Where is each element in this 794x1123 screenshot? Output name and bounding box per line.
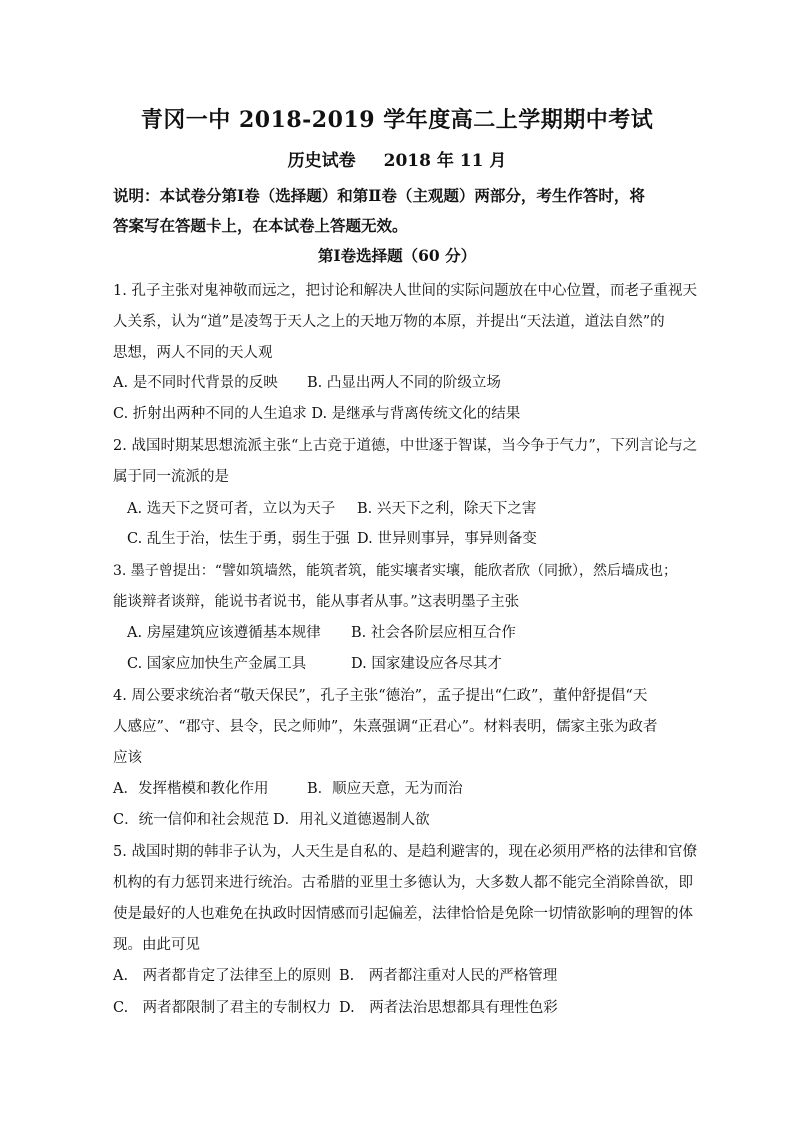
question-1-stem-line: 人关系，认为“道”是凌驾于天人之上的天地万物的本原，并提出“天法道，道法自然”的: [113, 314, 665, 330]
question-5-option-a[interactable]: A. 两者都肯定了法律至上的原则: [113, 968, 332, 984]
question-5-stem-line: 使是最好的人也难免在执政时因情感而引起偏差，法律恰恰是免除一切情欲影响的理智的体: [113, 906, 693, 922]
question-4-stem-line: 人感应”、“郡守、县令，民之师帅”，朱熹强调“正君心”。材料表明，儒家主张为政者: [113, 719, 658, 735]
question-2-options-row: [127, 529, 537, 549]
instructions: [113, 181, 688, 241]
question-3-options-row: [127, 654, 502, 674]
question-1-options-row: [113, 404, 520, 424]
question-5-option-b[interactable]: B. 两者都注重对人民的严格管理: [339, 968, 558, 984]
question-2-options-row: [127, 499, 536, 519]
exam-date: 2018 年 11 月: [383, 151, 507, 171]
question-5-stem-line: 现。由此可见: [113, 937, 200, 953]
question-4-option-d[interactable]: D．用礼义道德遏制人欲: [273, 812, 430, 828]
question-4-option-c[interactable]: C．统一信仰和社会规范: [113, 812, 270, 828]
question-5-stem-line: 机构的有力惩罚来进行统治。古希腊的亚里士多德认为，大多数人都不能完全消除兽欲，即: [113, 875, 693, 891]
question-3-stem-line: 能谈辩者谈辩，能说书者说书，能从事者从事。”这表明墨子主张: [113, 594, 520, 610]
question-5-options-row: [113, 966, 557, 986]
question-4-options-row: [113, 810, 430, 830]
question-2-stem-line: 属于同一流派的是: [113, 469, 229, 485]
question-1-stem-line: 1. 孔子主张对鬼神敬而远之，把讨论和解决人世间的实际问题放在中心位置，而老子重视天: [113, 283, 697, 299]
question-3-option-b[interactable]: B. 社会各阶层应相互合作: [351, 625, 516, 641]
question-1-options-row: [113, 373, 501, 393]
section-title: 第Ⅰ卷选择题（60 分）: [317, 246, 477, 265]
question-5-option-d[interactable]: D. 两者法治思想都具有理性色彩: [339, 1000, 558, 1016]
question-4-stem-line: 应该: [113, 750, 142, 766]
exam-title: 青冈一中 2018-2019 学年度高二上学期期中考试: [140, 107, 654, 133]
question-1-stem-line: 思想，两人不同的天人观: [113, 345, 273, 361]
question-5-stem-line: 5. 战国时期的韩非子认为，人天生是自私的、是趋利避害的，现在必须用严格的法律和官僚: [113, 844, 697, 860]
question-1-option-d[interactable]: D. 是继承与背离传统文化的结果: [311, 406, 521, 422]
question-5-options-row: [113, 998, 558, 1018]
instructions-line: 答案写在答题卡上，在本试卷上答题无效。: [113, 216, 408, 235]
question-5-option-c[interactable]: C. 两者都限制了君主的专制权力: [113, 1000, 332, 1016]
question-4-options-row: [113, 779, 463, 799]
question-4-stem-line: 4. 周公要求统治者“敬天保民”，孔子主张“德治”，孟子提出“仁政”，董仲舒提倡“天: [113, 688, 648, 704]
question-4-option-a[interactable]: A．发挥楷模和教化作用: [113, 781, 269, 797]
question-2-stem-line: 2. 战国时期某思想流派主张“上古竞于道德，中世逐于智谋，当今争于气力”，下列言论与之: [113, 438, 698, 454]
question-1-option-c[interactable]: C. 折射出两种不同的人生追求: [113, 406, 307, 422]
question-4-option-b[interactable]: B．顺应天意，无为而治: [307, 781, 463, 797]
subject-label: 历史试卷: [287, 151, 356, 171]
question-2-option-b[interactable]: B. 兴天下之利，除天下之害: [357, 501, 537, 517]
question-2-option-a[interactable]: A. 选天下之贤可者，立以为天子: [127, 501, 336, 517]
question-2-option-d[interactable]: D. 世异则事异，事异则备变: [357, 531, 537, 547]
question-1-option-a[interactable]: A. 是不同时代背景的反映: [113, 375, 278, 391]
question-3-option-a[interactable]: A. 房屋建筑应该遵循基本规律: [127, 625, 321, 641]
question-3-options-row: [127, 623, 516, 643]
question-3-stem-line: 3. 墨子曾提出：“譬如筑墙然，能筑者筑，能实壤者实壤，能欣者欣（同掀），然后墙成也；: [113, 563, 677, 579]
question-3-option-d[interactable]: D. 国家建设应各尽其才: [351, 656, 502, 672]
exam-subtitle: [0, 146, 794, 171]
question-2-option-c[interactable]: C. 乱生于治，怯生于勇，弱生于强: [127, 531, 350, 547]
question-3-option-c[interactable]: C. 国家应加快生产金属工具: [127, 656, 307, 672]
question-1-option-b[interactable]: B. 凸显出两人不同的阶级立场: [307, 375, 501, 391]
instructions-line: 说明：本试卷分第Ⅰ卷（选择题）和第Ⅱ卷（主观题）两部分，考生作答时，将: [113, 186, 645, 205]
